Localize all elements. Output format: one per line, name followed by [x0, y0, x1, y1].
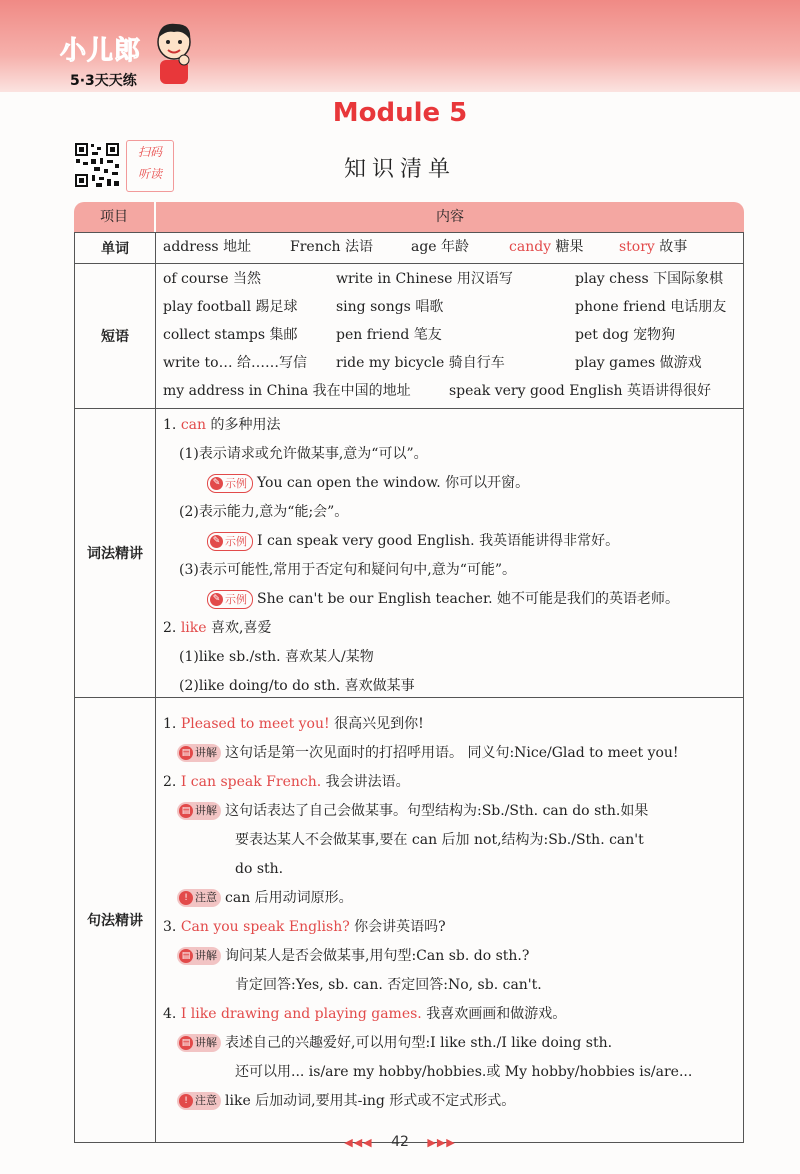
explain-tag: ▤ 讲解	[177, 947, 221, 965]
phrase: write to… 给……写信	[163, 355, 308, 371]
explain-icon: ▤	[179, 746, 193, 760]
words-list	[163, 233, 737, 262]
explain-line: ▤ 讲解 询问某人是否会做某事,用句型:Can sb. do sth.?	[163, 942, 737, 971]
example-line: ✎ 示例 I can speak very good English. 我英语能讲得非常好。	[163, 527, 737, 556]
explain-icon: ▤	[179, 1036, 193, 1050]
phrase: pet dog 宠物狗	[575, 327, 676, 343]
syntax-row	[74, 698, 744, 1143]
phrase: pen friend 笔友	[336, 327, 442, 343]
explain-line: ▤ 讲解 表述自己的兴趣爱好,可以用句型:I like sth./I like doing sth.	[163, 1029, 737, 1058]
explain-icon: ▤	[179, 804, 193, 818]
example-line: ✎ 示例 She can't be our English teacher. 她不可能是我们的英语老师。	[163, 585, 737, 614]
words-row	[74, 232, 744, 264]
knowledge-table	[74, 202, 744, 1143]
word-cn: 故事	[659, 239, 688, 255]
usage-line: (2)表示能力,意为“能;会”。	[179, 504, 349, 520]
left-arrows-icon: ◀◀◀	[344, 1136, 373, 1149]
explain-tag: ▤ 讲解	[177, 1034, 221, 1052]
phrase: sing songs 唱歌	[336, 299, 444, 315]
note-line: ! 注意 can 后用动词原形。	[163, 884, 737, 913]
phrases-row	[74, 264, 744, 409]
phrase: of course 当然	[163, 271, 261, 287]
scan-to-listen-label	[126, 140, 174, 192]
scan-label-line2: 听读	[137, 167, 162, 181]
phrase: play football 踢足球	[163, 299, 298, 315]
usage-line: (1)表示请求或允许做某事,意为“可以”。	[179, 446, 428, 462]
phrase: my address in China 我在中国的地址	[163, 383, 411, 399]
usage-line: (2)like doing/to do sth. 喜欢做某事	[179, 678, 415, 694]
word-en: address	[163, 239, 219, 255]
explain-line: 肯定回答:Yes, sb. can. 否定回答:No, sb. can't.	[235, 977, 542, 993]
explain-line: 还可以用... is/are my hobby/hobbies.或 My hobby/hobbies is/are...	[235, 1064, 693, 1080]
phrase-line	[163, 321, 737, 349]
phrase: write in Chinese 用汉语写	[336, 271, 513, 287]
brand-series: 5·3天天练	[70, 73, 137, 89]
section-title: 知识清单	[343, 157, 456, 182]
lexical-label: 词法精讲	[75, 409, 156, 697]
word-cn: 糖果	[555, 239, 584, 255]
usage-line: (1)like sb./sth. 喜欢某人/某物	[179, 649, 374, 665]
page-number: 42	[391, 1134, 409, 1150]
warning-icon: !	[179, 891, 193, 905]
scan-label-line1: 扫码	[137, 145, 162, 159]
note-tag: ! 注意	[177, 1092, 221, 1110]
word-en: candy	[509, 239, 552, 255]
phrase-line	[163, 377, 737, 405]
phrase-line	[163, 265, 737, 293]
mascot-boy-icon	[150, 20, 198, 86]
word-en: French	[290, 239, 341, 255]
phrase: phone friend 电话朋友	[575, 299, 727, 315]
brand-name: 小儿郎	[60, 36, 142, 66]
lexical-row	[74, 409, 744, 698]
word-en: age	[411, 239, 437, 255]
explain-line: do sth.	[235, 861, 284, 877]
pencil-icon: ✎	[210, 535, 223, 548]
note-tag: ! 注意	[177, 889, 221, 907]
phrase-line	[163, 293, 737, 321]
phrase: collect stamps 集邮	[163, 327, 298, 343]
phrase: play games 做游戏	[575, 355, 702, 371]
example-tag: ✎ 示例	[207, 532, 253, 551]
qr-code-icon[interactable]	[74, 142, 120, 188]
module-title: Module 5	[332, 98, 468, 128]
word-cn: 年龄	[441, 239, 470, 255]
page-footer	[0, 1134, 800, 1150]
sentence-heading: 4. I like drawing and playing games. 我喜欢画画和做游戏。	[163, 1006, 567, 1022]
lexical-heading: 2. like 喜欢,喜爱	[163, 620, 272, 636]
example-line: ✎ 示例 You can open the window. 你可以开窗。	[163, 469, 737, 498]
lexical-heading: 1. can 的多种用法	[163, 417, 281, 433]
syntax-label: 句法精讲	[75, 698, 156, 1142]
example-tag: ✎ 示例	[207, 474, 253, 493]
explain-line: ▤ 讲解 这句话是第一次见面时的打招呼用语。 同义句:Nice/Glad to meet you!	[163, 739, 737, 768]
words-label: 单词	[75, 233, 156, 263]
word-cn: 地址	[223, 239, 252, 255]
explain-icon: ▤	[179, 949, 193, 963]
phrase: speak very good English 英语讲得很好	[449, 383, 711, 399]
explain-line: ▤ 讲解 这句话表达了自己会做某事。句型结构为:Sb./Sth. can do sth.如果	[163, 797, 737, 826]
explain-tag: ▤ 讲解	[177, 802, 221, 820]
word-cn: 法语	[345, 239, 374, 255]
explain-tag: ▤ 讲解	[177, 744, 221, 762]
right-arrows-icon: ▶▶▶	[427, 1136, 456, 1149]
pencil-icon: ✎	[210, 593, 223, 606]
usage-line: (3)表示可能性,常用于否定句和疑问句中,意为“可能”。	[179, 562, 517, 578]
example-tag: ✎ 示例	[207, 590, 253, 609]
word-en: story	[619, 239, 655, 255]
header-content: 内容	[156, 202, 744, 232]
table-header	[74, 202, 744, 232]
sentence-heading: 3. Can you speak English? 你会讲英语吗?	[163, 919, 446, 935]
header-item: 项目	[74, 202, 154, 232]
sentence-heading: 1. Pleased to meet you! 很高兴见到你!	[163, 716, 424, 732]
note-line: ! 注意 like 后加动词,要用其-ing 形式或不定式形式。	[163, 1087, 737, 1116]
pencil-icon: ✎	[210, 477, 223, 490]
explain-line: 要表达某人不会做某事,要在 can 后加 not,结构为:Sb./Sth. can't	[235, 832, 644, 848]
warning-icon: !	[179, 1094, 193, 1108]
phrase: ride my bicycle 骑自行车	[336, 355, 505, 371]
phrase: play chess 下国际象棋	[575, 271, 724, 287]
phrase-line	[163, 349, 737, 377]
phrases-label: 短语	[75, 264, 156, 408]
sentence-heading: 2. I can speak French. 我会讲法语。	[163, 774, 410, 790]
